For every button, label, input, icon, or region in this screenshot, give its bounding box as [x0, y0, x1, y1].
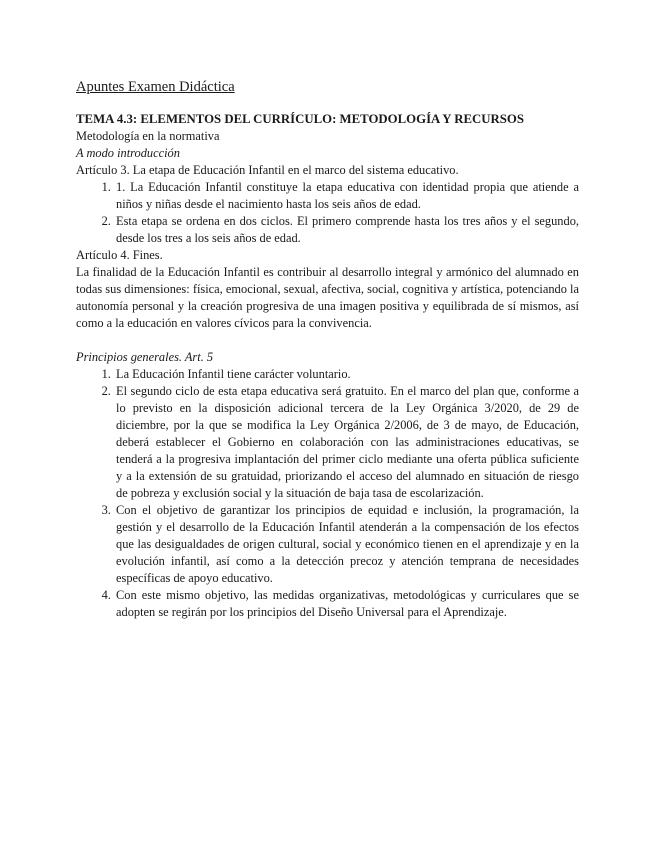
list-item: 1. La Educación Infantil tiene carácter voluntario.: [114, 366, 579, 383]
list-item: 2. Esta etapa se ordena en dos ciclos. El primero comprende hasta los tres años y el segundo, desde los tres a los seis años de edad.: [114, 213, 579, 247]
subheading: Metodología en la normativa: [76, 129, 220, 143]
spacer: [76, 332, 579, 349]
article-3-title: Artículo 3. La etapa de Educación Infantil en el marco del sistema educativo.: [76, 163, 459, 177]
document-title: Apuntes Examen Didáctica: [76, 79, 235, 95]
list-item: 2. El segundo ciclo de esta etapa educativa será gratuito. En el marco del plan que, conforme a lo previsto en la disposición adicional tercera de la Ley Orgánica 3/2020, de 29 de diciembre, por la que se modifica la Ley Orgánica 2/2006, de 3 de mayo, de Educación, deberá establecer el Gobierno en colaboración con las administraciones educativas, se tenderá a la progresiva implantación del primer ciclo mediante una oferta pública suficiente y a la extensión de su gratuidad, priorizando el acceso del alumnado en situación de riesgo de pobreza y exclusión social y la situación de baja tasa de escolarización.: [114, 383, 579, 502]
topic-heading: TEMA 4.3: ELEMENTOS DEL CURRÍCULO: METODOLOGÍA Y RECURSOS: [76, 112, 524, 126]
intro-label: A modo introducción: [76, 146, 180, 160]
list-item: 3. Con el objetivo de garantizar los principios de equidad e inclusión, la programación, la gestión y el desarrollo de la Educación Infantil atenderán a la compensación de los efectos que las desigualdades de origen cultural, social y económico tienen en el aprendizaje y en la evolución infantil, así como a la detección precoz y atención temprana de necesidades específicas de apoyo educativo.: [114, 502, 579, 587]
article-4-title: Artículo 4. Fines.: [76, 248, 163, 262]
principles-list: [76, 366, 579, 621]
list-item: 4. Con este mismo objetivo, las medidas organizativas, metodológicas y curriculares que se adopten se regirán por los principios del Diseño Universal para el Aprendizaje.: [114, 587, 579, 621]
article-3-list: [76, 179, 579, 247]
list-item: 1. 1. La Educación Infantil constituye la etapa educativa con identidad propia que atiende a niños y niñas desde el nacimiento hasta los seis años de edad.: [114, 179, 579, 213]
principles-label: Principios generales. Art. 5: [76, 350, 214, 364]
article-4-text: La finalidad de la Educación Infantil es contribuir al desarrollo integral y armónico del alumnado en todas sus dimensiones: física, emocional, sexual, afectiva, social, cognitiva y artística, potenciando la autonomía personal y la creación progresiva de una imagen positiva y equilibrada de sí mismos, así como a la educación en valores cívicos para la convivencia.: [76, 265, 579, 330]
